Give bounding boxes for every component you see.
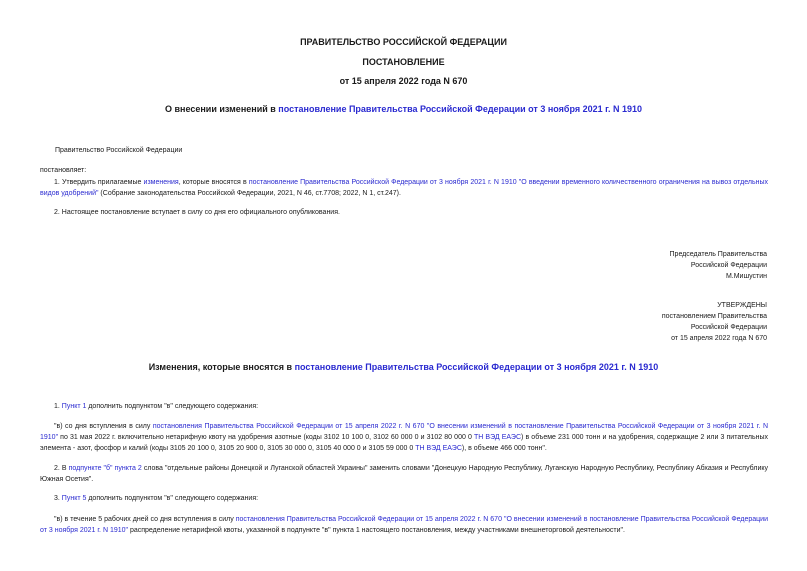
change-1-num: 1. (54, 403, 62, 410)
doc-title (0, 104, 807, 114)
tn-ved-link-2[interactable]: ТН ВЭД ЕАЭС (415, 445, 462, 452)
changes-title-prefix: Изменения, которые вносятся в (148, 362, 295, 372)
subpoint-b-point-2-link[interactable]: подпункте "б" пункта 2 (68, 465, 142, 472)
changes-title (0, 362, 807, 372)
change-3 (54, 494, 258, 505)
item-1-text-a: 1. Утвердить прилагаемые (54, 179, 144, 186)
change-1-quote-d: ), в объеме 466 000 тонн". (461, 445, 547, 452)
doc-date-number: от 15 апреля 2022 года N 670 (339, 76, 468, 86)
change-1 (54, 402, 258, 413)
signature-line-1: Председатель Правительства (669, 251, 767, 258)
change-3-text: дополнить подпунктом "в" следующего содержания: (86, 495, 259, 502)
tn-ved-link-1[interactable]: ТН ВЭД ЕАЭС (473, 434, 522, 441)
change-1-text: дополнить подпунктом "в" следующего содержания: (86, 403, 259, 410)
doc-title-prefix: О внесении изменений в (165, 104, 279, 114)
change-3-quote-b: распределение нетарифной квоты, указанной в подпункте "в" пункта 1 настоящего постановления, между участниками внешнеторговой деятельности". (128, 527, 625, 534)
change-3-num: 3. (54, 495, 62, 502)
change-2-num: 2. В (54, 465, 69, 472)
point-1-link[interactable]: Пункт 1 (61, 403, 87, 410)
item-1 (40, 177, 768, 199)
doc-type: ПОСТАНОВЛЕНИЕ (362, 57, 445, 67)
resolution-670-link[interactable]: постановления Правительства Российской Федерации от 15 апреля 2022 г. N 670 "О внесении изменений в постановление Правительства Российской Федерации от 3 ноября 2021 г. N 1910" (40, 423, 768, 441)
signature-line-2: Российской Федерации (690, 262, 767, 269)
approved-line-1: УТВЕРЖДЕНЫ (717, 302, 767, 309)
change-1-quote-b: по 31 мая 2022 г. включительно нетарифную квоту на удобрения азотные (коды 3102 10 100 0, 3102 60 000 0 и 3102 80 000 0 (58, 434, 474, 441)
changes-title-link[interactable]: постановление Правительства Российской Федерации от 3 ноября 2021 г. N 1910 (294, 362, 659, 372)
doc-title-link[interactable]: постановление Правительства Российской Федерации от 3 ноября 2021 г. N 1910 (278, 104, 642, 114)
point-5-link[interactable]: Пункт 5 (61, 495, 87, 502)
approved-line-4: от 15 апреля 2022 года N 670 (671, 335, 767, 342)
item-1-text-b: , которые вносятся в (178, 179, 249, 186)
change-2-text: слова "отдельные районы Донецкой и Луганской областей Украины" заменить словами "Донецкую Народную Республику, Луганскую Народную Республику, Республику Абхазия и Республику Южная Осетия". (40, 465, 768, 483)
preamble-subject: Правительство Российской Федерации (55, 147, 183, 154)
signature-name: М.Мишустин (725, 273, 767, 280)
change-1-quote-c: ) в объеме 231 000 тонн и на удобрения, содержащие 2 или 3 питательных элемента - азот, фосфор и калий (коды 3105 20 100 0, 3105 20 900 0, 3105 30 000 0, 3105 40 000 0 и 3105 59 000 0 (40, 434, 769, 452)
approved-line-3: Российской Федерации (690, 324, 767, 331)
preamble-verb: постановляет: (40, 167, 87, 174)
approved-line-2: постановлением Правительства (661, 313, 767, 320)
gov-name: ПРАВИТЕЛЬСТВО РОССИЙСКОЙ ФЕДЕРАЦИИ (300, 37, 507, 47)
item-1-text-c: (Собрание законодательства Российской Федерации, 2021, N 46, ст.7708; 2022, N 1, ст.247). (98, 190, 401, 197)
change-1-quote-a: "в) со дня вступления в силу (54, 423, 153, 430)
approved-block (662, 300, 767, 344)
change-2 (40, 463, 768, 485)
signature-block (670, 249, 767, 282)
change-3-quote-a: "в) в течение 5 рабочих дней со дня вступления в силу (54, 516, 236, 523)
change-3-quote (40, 514, 768, 536)
resolution-670-link-2[interactable]: постановления Правительства Российской Федерации от 15 апреля 2022 г. N 670 "О внесении изменений в постановление Правительства Российской Федерации от 3 ноября 2021 г. N 1910" (40, 516, 768, 534)
change-1-quote (40, 421, 768, 454)
changes-link[interactable]: изменения (143, 179, 179, 186)
resolution-1910-link[interactable]: постановление Правительства Российской Федерации от 3 ноября 2021 г. N 1910 "О введении временного количественного ограничения на вывоз отдельных видов удобрений" (40, 179, 769, 197)
item-2: 2. Настоящее постановление вступает в силу со дня его официального опубликования. (54, 209, 340, 216)
